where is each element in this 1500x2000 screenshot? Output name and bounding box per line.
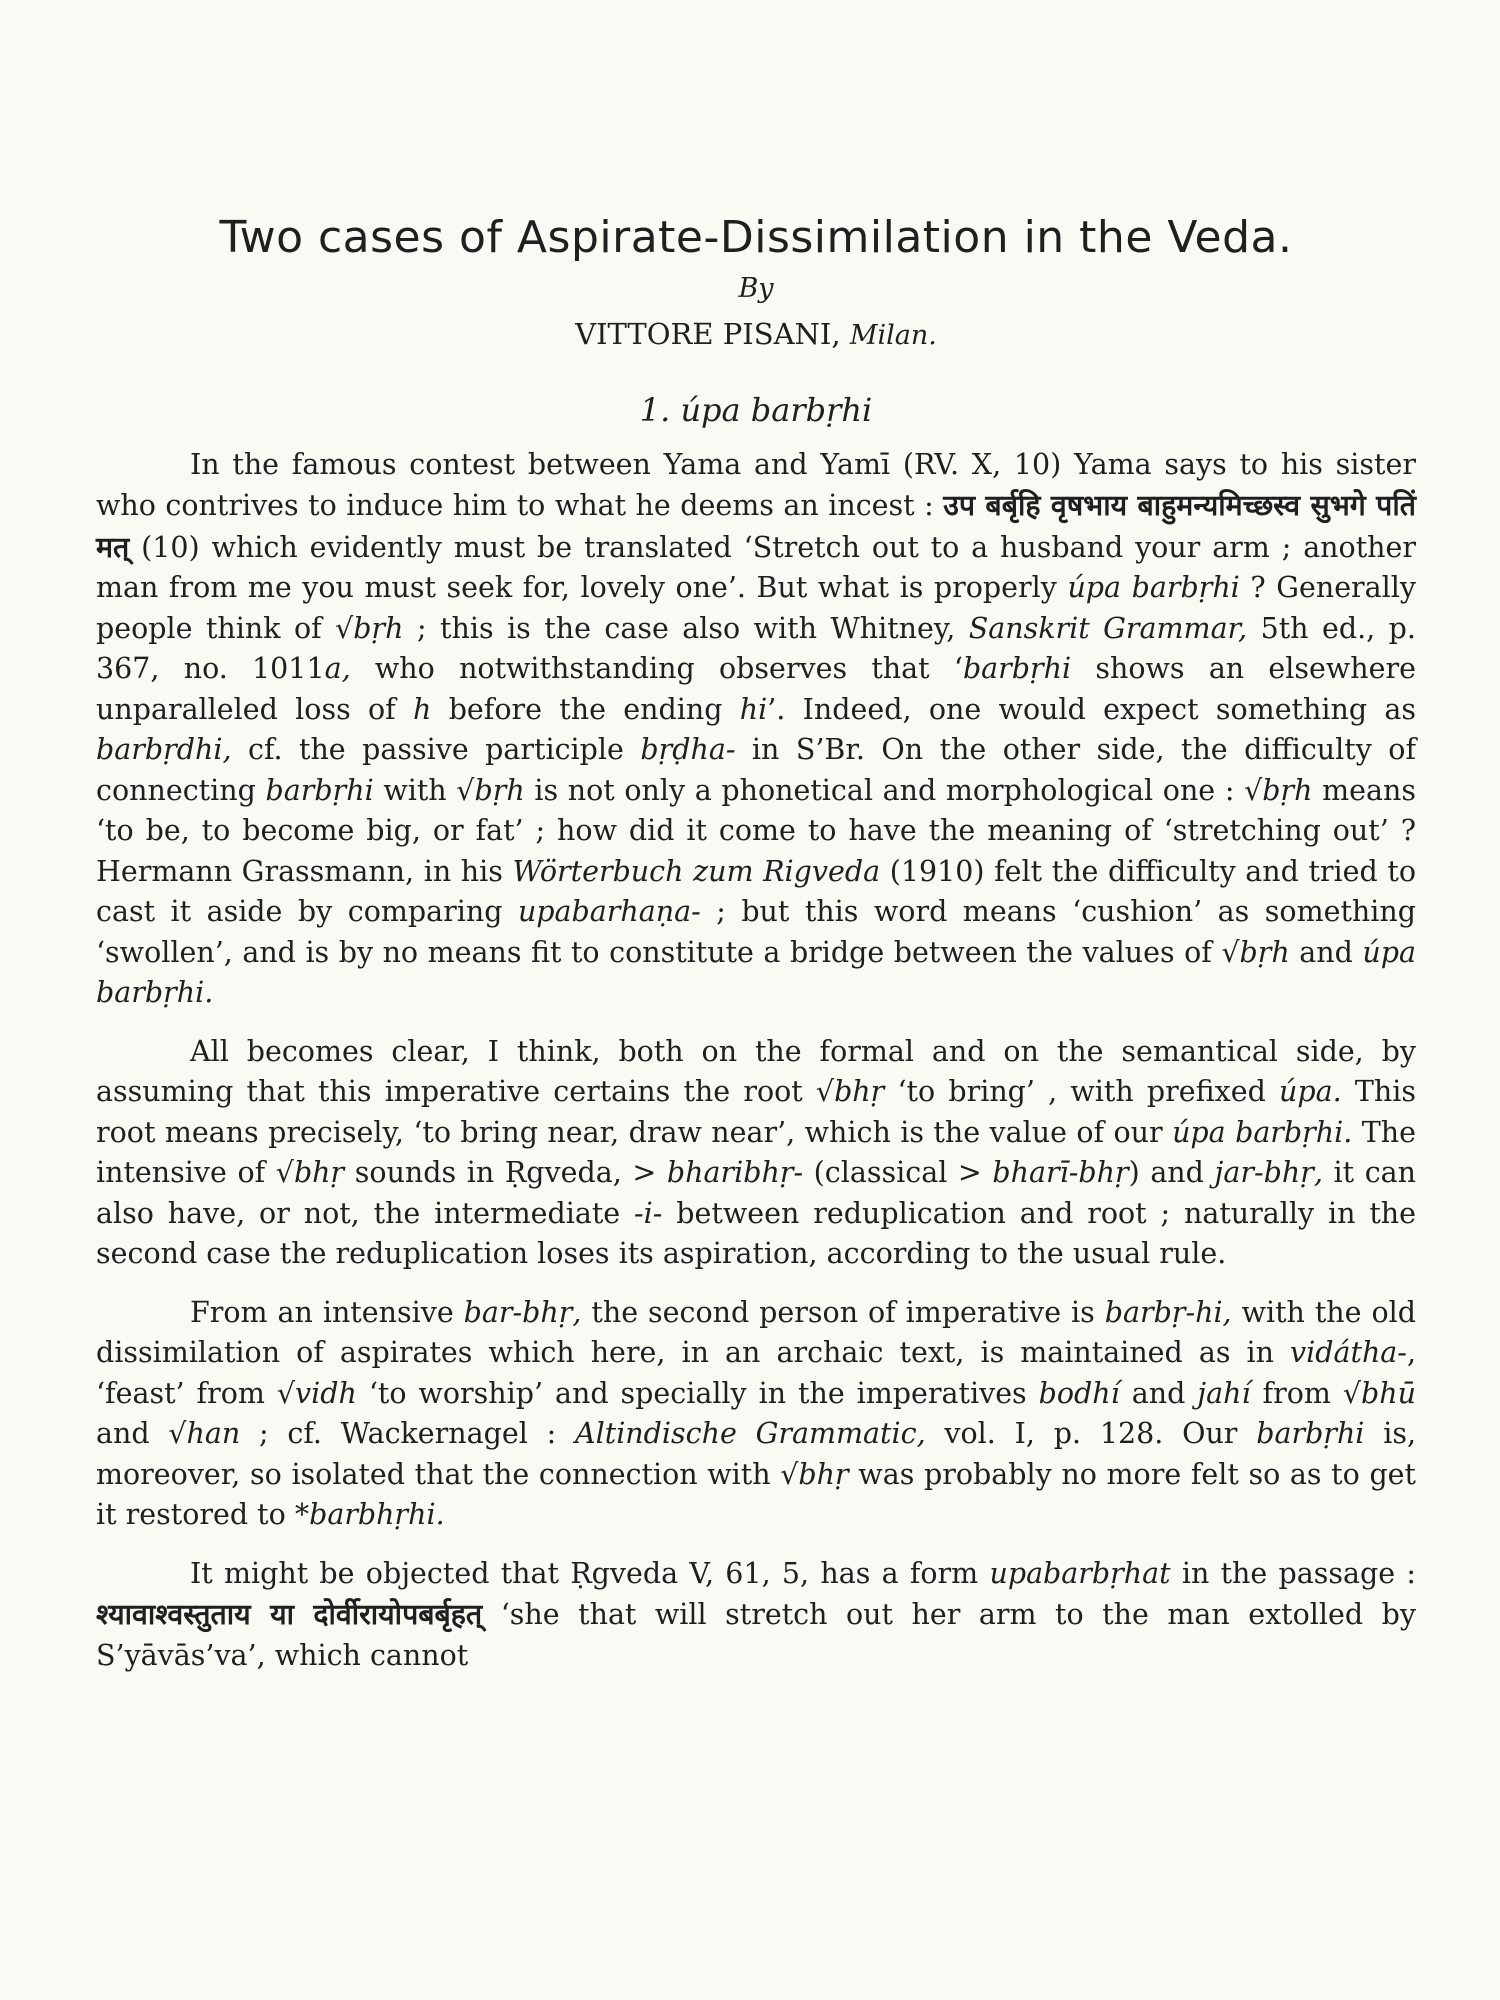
text-run: From an intensive: [190, 1295, 464, 1329]
text-run: from √: [1250, 1376, 1362, 1410]
devanagari-quote: श्यावाश्वस्तुताय या दोर्वीरायोपबर्बृहत्: [96, 1597, 483, 1632]
text-run: with √: [373, 773, 475, 807]
article-body: [96, 445, 1416, 1677]
text-run: and: [1119, 1376, 1198, 1410]
text-run: ; this is the case also with Whitney,: [403, 611, 969, 645]
italic-term: úpa.: [1279, 1075, 1342, 1109]
article-page: [96, 212, 1416, 1676]
text-run: This root means precisely, ‘to bring near, draw near’, which is the value of our: [96, 1075, 1416, 1149]
text-run: with the old dissimilation of aspirates which here, in an archaic text, is maintained as in: [96, 1295, 1416, 1370]
text-run: it can also have, or not, the intermediate: [96, 1156, 1416, 1230]
text-run: cf. the passive participle: [231, 733, 641, 767]
italic-term: bṛh: [474, 773, 525, 807]
italic-term: bhṛ: [798, 1457, 849, 1491]
italic-term: úpa barbṛhi: [1067, 571, 1240, 605]
text-run: 5th ed., p. 367, no. 1011: [96, 611, 1416, 686]
text-run: ? Generally people think of √: [96, 571, 1417, 645]
text-run: (10) which evidently must be translated ‘Stretch out to a husband your arm ; another man from me you must seek for, lovely one’. But what is properly: [96, 530, 1416, 605]
italic-term: bharibhṛ-: [666, 1156, 804, 1190]
italic-term: han: [186, 1417, 241, 1451]
italic-term: bharī-bhṛ: [992, 1156, 1129, 1190]
italic-term: bṛḍha-: [640, 733, 736, 767]
text-run: and: [1289, 935, 1363, 969]
italic-term: bhṛ: [293, 1156, 345, 1190]
author-city: Milan.: [849, 320, 937, 352]
italic-term: barbhṛhi.: [309, 1498, 445, 1532]
article-title: Two cases of Aspirate-Dissimilation in the Veda.: [219, 212, 1293, 263]
italic-term: bhū: [1361, 1376, 1416, 1410]
italic-term: upabarhaṇa-: [517, 895, 701, 929]
text-run: The intensive of √: [96, 1115, 1416, 1190]
text-run: All becomes clear, I think, both on the formal and on the semantical side, by assuming that this imperative certains the root √: [96, 1034, 1416, 1109]
text-run: the second person of imperative is: [581, 1295, 1105, 1329]
italic-term: úpa barbṛhi.: [1172, 1115, 1353, 1149]
text-run: (classical >: [803, 1156, 993, 1190]
text-run: sounds in Ṛgveda, >: [344, 1156, 667, 1190]
text-run: ‘she that will stretch out her arm to the man extolled by S’yāvās’va’, which cannot: [96, 1598, 1416, 1672]
author-name: VITTORE PISANI,: [575, 317, 841, 352]
text-run: It might be objected that Ṛgveda V, 61, 5, has a form: [190, 1556, 990, 1590]
text-run: is, moreover, so isolated that the connection with √: [96, 1417, 1417, 1491]
paragraph: [96, 445, 1416, 1014]
italic-term: upabarbṛhat: [989, 1556, 1171, 1590]
text-run: ‘to bring’ , with prefixed: [884, 1075, 1280, 1109]
byline-by: By: [738, 272, 774, 304]
italic-term: hi: [739, 692, 768, 726]
text-run: in the passage :: [1170, 1556, 1416, 1590]
text-run: is not only a phonetical and morphological one : √: [524, 773, 1263, 807]
italic-term: bar-bhṛ,: [463, 1295, 582, 1329]
text-run: (1910) felt the difficulty and tried to cast it aside by comparing: [96, 854, 1416, 929]
text-run: between reduplication and root ; naturally in the second case the reduplication loses its aspiration, according to the usual rule.: [96, 1196, 1416, 1271]
italic-term: barbṛhi: [1256, 1417, 1365, 1451]
italic-term: barbṛ-hi,: [1104, 1295, 1232, 1329]
paragraph: [96, 1032, 1416, 1275]
italic-term: jahí: [1197, 1376, 1251, 1410]
italic-term: bṛh: [353, 611, 404, 645]
text-run: ; cf. Wackernagel :: [240, 1417, 576, 1451]
italic-term: -i-: [634, 1196, 663, 1230]
devanagari-quote: उप बर्बृहि वृषभाय बाहुमन्यमिच्छस्व सुभगे पतिं मत्: [96, 488, 1416, 564]
text-run: , ‘feast’ from √: [96, 1336, 1416, 1410]
text-run: ’. Indeed, one would expect something as: [767, 692, 1416, 726]
author-line: [96, 317, 1416, 352]
text-run: who notwithstanding observes that ‘: [350, 652, 963, 686]
text-run: means ‘to be, to become big, or fat’ ; how did it come to have the meaning of ‘stretching out’ ? Hermann Grassmann, in his: [96, 773, 1416, 888]
text-run: in S’Br. On the other side, the difficulty of connecting: [96, 733, 1417, 807]
paragraph: [96, 1293, 1416, 1536]
text-run: before the ending: [431, 692, 740, 726]
italic-term: Altindische Grammatic,: [575, 1417, 926, 1451]
text-run: and √: [96, 1417, 187, 1451]
italic-term: vidátha-: [1290, 1336, 1407, 1370]
italic-term: bṛh: [1262, 773, 1313, 807]
italic-term: vidh: [295, 1376, 357, 1410]
text-run: ) and: [1128, 1156, 1215, 1190]
italic-term: h: [413, 692, 432, 726]
italic-term: bṛh: [1239, 935, 1290, 969]
text-run: In the famous contest between Yama and Yamī (RV. X, 10) Yama says to his sister who contrives to induce him to what he deems an incest :: [96, 447, 1416, 523]
italic-term: Sanskrit Grammar,: [968, 611, 1248, 645]
italic-term: barbṛhi: [962, 652, 1072, 686]
section-heading: 1. úpa barbṛhi: [639, 390, 873, 429]
italic-term: bodhí: [1038, 1376, 1120, 1410]
text-run: ; but this word means ‘cushion’ as something ‘swollen’, and is by no means fit to constitute a bridge between the values of √: [96, 895, 1416, 969]
italic-term: bhṛ: [834, 1075, 885, 1109]
text-run: was probably no more felt so as to get it restored to *: [96, 1457, 1417, 1532]
text-run: shows an elsewhere unparalleled loss of: [96, 652, 1416, 726]
paragraph: [96, 1554, 1416, 1677]
text-run: ‘to worship’ and specially in the imperatives: [356, 1376, 1039, 1410]
italic-term: úpa barbṛhi.: [96, 935, 1416, 1010]
italic-term: barbṛhi: [265, 773, 374, 807]
italic-term: a,: [324, 652, 351, 686]
text-run: vol. I, p. 128. Our: [925, 1417, 1257, 1451]
italic-term: Wörterbuch zum Rigveda: [512, 854, 881, 888]
italic-term: jar-bhṛ,: [1214, 1156, 1323, 1190]
italic-term: barbṛdhi,: [96, 733, 232, 767]
